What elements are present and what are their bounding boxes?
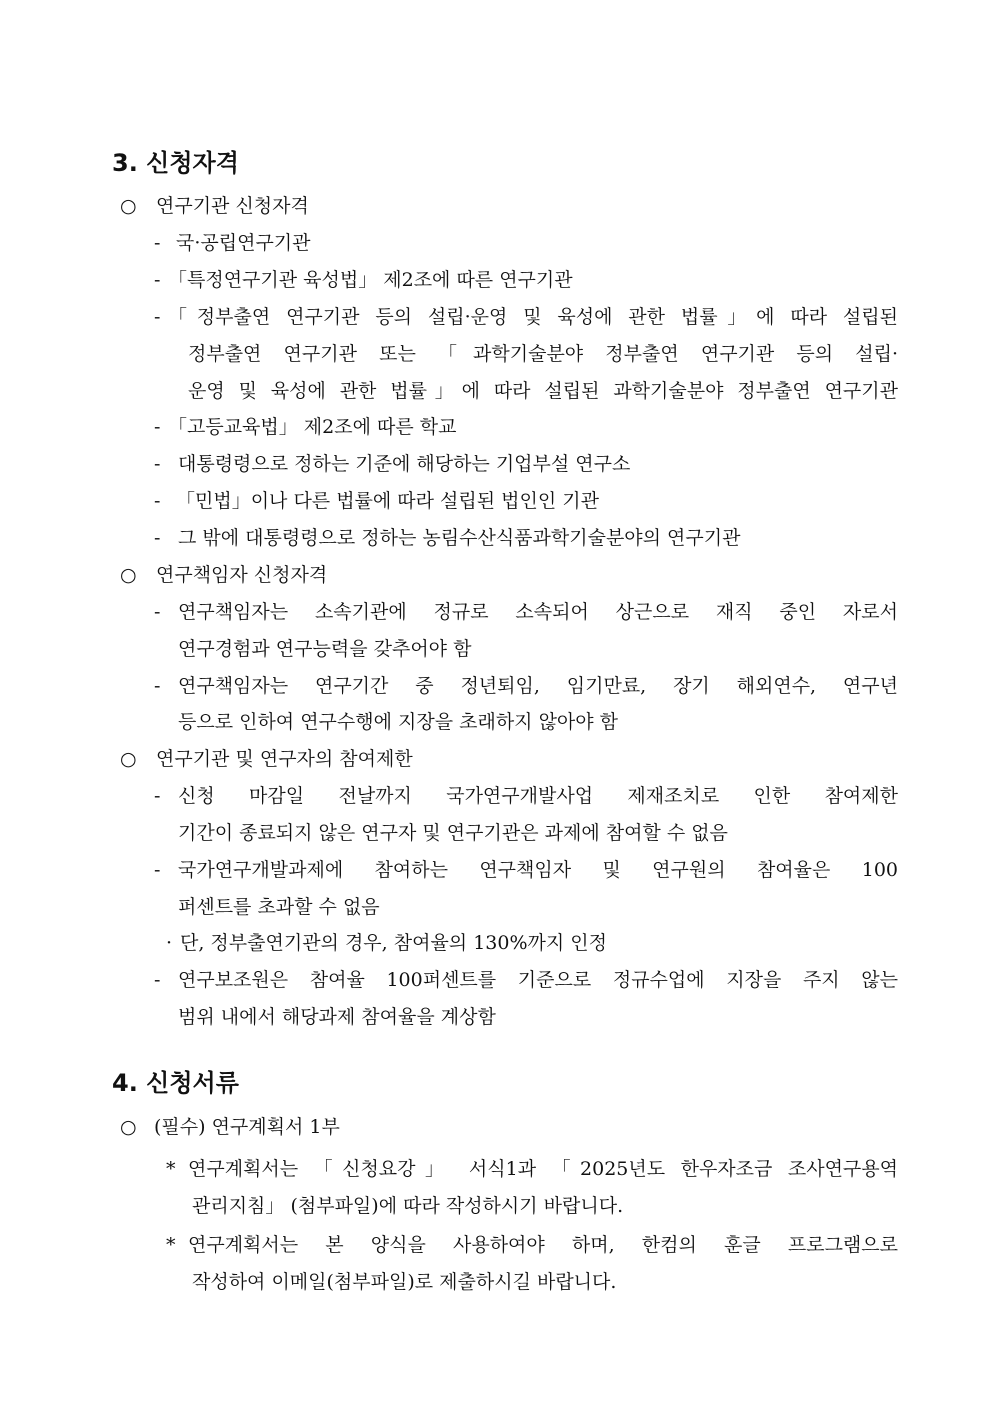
dash-bullet: - <box>154 269 161 291</box>
middle-dot-bullet: · <box>166 932 173 954</box>
dash-bullet: - <box>154 232 161 254</box>
circle-bullet-icon: ○ <box>120 1116 137 1138</box>
dash-bullet: - <box>154 859 161 881</box>
dash-bullet: - <box>154 527 161 549</box>
group-title: (필수) 연구계획서 1부 <box>154 1116 340 1138</box>
dash-bullet: - <box>154 453 161 475</box>
asterisk-bullet: * <box>166 1234 176 1256</box>
section-3-heading: 3. 신청자격 <box>112 149 239 177</box>
dash-bullet: - <box>154 416 161 438</box>
group-title: 연구책임자 신청자격 <box>156 564 328 586</box>
circle-bullet-icon: ○ <box>120 195 137 217</box>
list-item-continuation: 정부출연 연구기관 또는 「과학기술분야 정부출연 연구기관 등의 설립· <box>188 343 898 365</box>
list-item-continuation: 기간이 종료되지 않은 연구자 및 연구기관은 과제에 참여할 수 없음 <box>178 822 728 844</box>
section-4-heading: 4. 신청서류 <box>112 1069 239 1097</box>
group-title: 연구기관 및 연구자의 참여제한 <box>156 748 413 770</box>
circle-bullet-icon: ○ <box>120 748 137 770</box>
list-item-continuation: 범위 내에서 해당과제 참여율을 계상함 <box>178 1006 496 1028</box>
note-continuation: 작성하여 이메일(첨부파일)로 제출하시길 바랍니다. <box>192 1271 617 1293</box>
dash-bullet: - <box>154 306 161 328</box>
dash-bullet: - <box>154 969 161 991</box>
dash-bullet: - <box>154 601 161 623</box>
group-title: 연구기관 신청자격 <box>156 195 309 217</box>
list-item-continuation: 운영 및 육성에 관한 법률」에 따라 설립된 과학기술분야 정부출연 연구기관 <box>188 380 898 402</box>
list-item-continuation: 등으로 인하여 연구수행에 지장을 초래하지 않아야 함 <box>178 711 619 733</box>
dash-bullet: - <box>154 785 161 807</box>
list-item-continuation: 연구경험과 연구능력을 갖추어야 함 <box>178 638 472 660</box>
circle-bullet-icon: ○ <box>120 564 137 586</box>
list-item-continuation: 퍼센트를 초과할 수 없음 <box>178 896 380 918</box>
dash-bullet: - <box>154 490 161 512</box>
dash-bullet: - <box>154 675 161 697</box>
document-page: 3. 신청자격 ○ 연구기관 신청자격 - 국·공립연구기관 - 「특정연구기관 육성법」 제2조에 따른 연구기관 - 「정부출연 연구기관 등의 설립·운영 및 육성에 관한 법률」에 따라 설립된 정부출연 연구기관 또는 「과학기술분야 정부출연 연구기관 등의 설립· 운영 및 육성에 관한 법률」에 따라 설립된 과학기술분야 정부출연 연구기관 - 「고등교육법」 제2조에 따른 학교 - 대통령령으로 정하는 기준에 해당하는 기업부설 연구소 - 「민법」이나 다른 법률에 따라 설립된 법인인 기관 - 그 밖에 대통령령으로 정하는 농림수산식품과학기술분야의 연구기관 ○ 연구책임자 신청자격 - 연구책임자는 소속기관에 정규로 소속되어 상근으로 재직 중인 자로서 연구경험과 연구능력을 갖추어야 함 - 연구책임자는 연구기간 중 정년퇴임, 임기만료, 장기 해외연수, 연구년 등으로 인하여 연구수행에 지장을 초래하지 않아야 함 ○ 연구기관 및 연구자의 참여제한 - 신청 마감일 전날까지 국가연구개발사업 제재조치로 인한 참여제한 기간이 종료되지 않은 연구자 및 연구기관은 과제에 참여할 수 없음 - 국가연구개발과제에 참여하는 연구책임자 및 연구원의 참여율은 100 퍼센트를 초과할 수 없음 · 단, 정부출연기관의 경우, 참여율의 130%까지 인정 - 연구보조원은 참여율 100퍼센트를 기준으로 정규수업에 지장을 주지 않는 범위 내에서 해당과제 참여율을 계상함 4. 신청서류 ○ (필수) 연구계획서 1부 * 연구계획서는 「신청요강」 서식1과 「2025년도 한우자조금 조사연구용역 관리지침」 (첨부파일)에 따라 작성하시기 바랍니다. * 연구계획서는 본 양식을 사용하여야 하며, 한컴의 훈글 프로그램으로 작성하여 이메일(첨부파일)로 제출하시길 바랍니다. <box>0 0 992 1403</box>
note-continuation: 관리지침」 (첨부파일)에 따라 작성하시기 바랍니다. <box>192 1195 624 1217</box>
asterisk-bullet: * <box>166 1158 176 1180</box>
